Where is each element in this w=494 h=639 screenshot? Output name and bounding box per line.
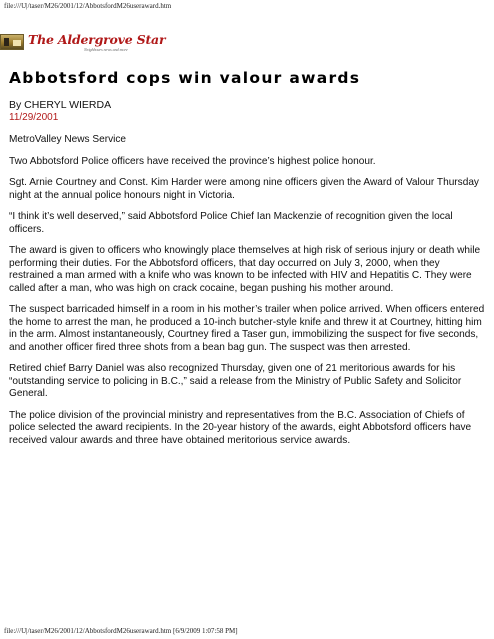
masthead-tagline: Neighbours news and more <box>84 47 128 52</box>
article-headline: Abbotsford cops win valour awards <box>9 69 361 87</box>
masthead-title: The Aldergrove Star <box>28 32 166 47</box>
newspaper-masthead <box>0 30 166 56</box>
article-news-service: MetroValley News Service <box>9 134 127 145</box>
print-header-url: file:///U|/taser/M26/2001/12/AbbotsfordM26useraward.htm <box>4 2 172 10</box>
article-paragraph: The suspect barricaded himself in a room in his mother’s trailer when police arrived. When officers entered the home to arrest the man, he produced a 10-inch butcher-style knife and threw it at Courtney, hitting him in the arm. Almost instantaneously, Courtney fired a Taser gun, immobilizing the suspect for five seconds, and another officer fired three shots from a bean bag gun. The suspect was then arrested. <box>9 304 485 353</box>
article-paragraph: The award is given to officers who knowingly place themselves at high risk of serious injury or death while performing their duties. For the Abbotsford officers, that day occurred on July 3, 2000, when they restrained a man armed with a knife who was known to be infected with HIV and Hepatitis C. They were called after a man, who was high on crack cocaine, began pushing his mother around. <box>9 245 481 294</box>
article-paragraph: “I think it’s well deserved,” said Abbotsford Police Chief Ian Mackenzie of recognition given the local officers. <box>9 211 453 235</box>
print-footer-url: file:///U|/taser/M26/2001/12/AbbotsfordM26useraward.htm [6/9/2009 1:07:58 PM] <box>4 627 238 635</box>
article-byline: By CHERYL WIERDA <box>9 99 112 111</box>
article-paragraph: The police division of the provincial ministry and representatives from the B.C. Association of Chiefs of police selected the award recipients. In the 20-year history of the awards, eight Abbotsford officers have received valour awards and three have obtained meritorious service awards. <box>9 409 472 446</box>
article-paragraph: Two Abbotsford Police officers have received the province’s highest police honour. <box>9 155 376 167</box>
article <box>9 68 485 447</box>
article-paragraph: Retired chief Barry Daniel was also recognized Thursday, given one of 21 meritorious awards for his “outstanding service to policing in B.C.,” said a release from the Ministry of Public Safety and Solicitor General. <box>9 363 462 399</box>
article-date: 11/29/2001 <box>9 112 59 123</box>
article-paragraph: Sgt. Arnie Courtney and Const. Kim Harder were among nine officers given the Award of Valour Thursday night at the annual police honours night in Victoria. <box>9 177 479 201</box>
masthead-logo-graphic <box>0 34 24 50</box>
